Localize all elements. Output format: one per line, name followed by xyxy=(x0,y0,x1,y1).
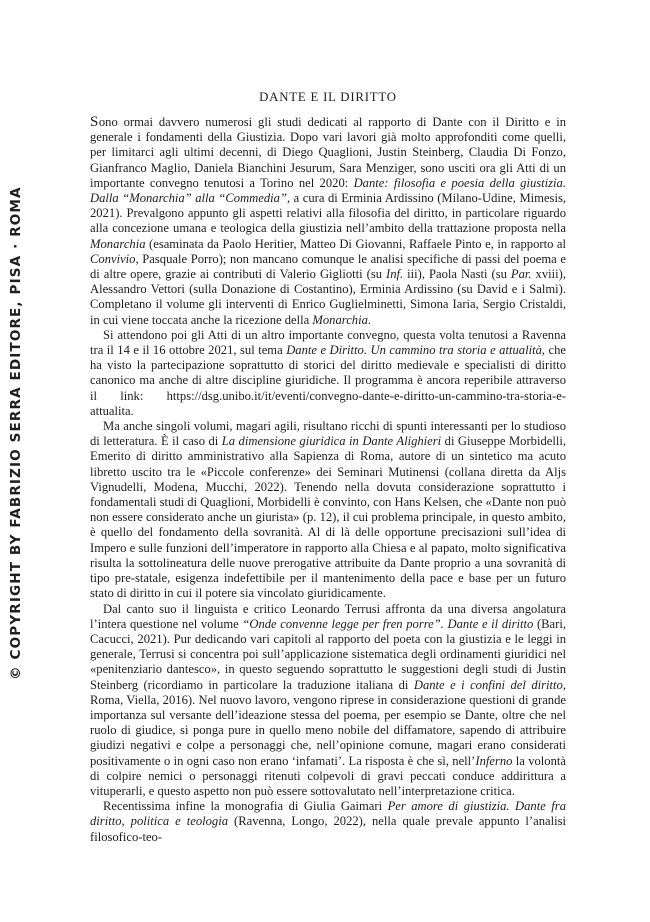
paragraph-3 xyxy=(90,419,566,601)
text-span: , a cura di Erminia Ardissino (Milano-Udine, Mimesis, 2021). Prevalgono appunto gli aspetti relativi alla filosofia del diritto, in particolare riguardo alla concezione umana e teologica della giustizia nell’ambito della trattazione proposta nella xyxy=(90,191,566,236)
paragraph-2 xyxy=(90,328,566,419)
text-span: iii), Paola Nasti (su xyxy=(403,267,511,282)
text-span: la volontà di colpire nemici o personaggi ritenuti colpevoli di gravi peccati conduce addirittura a vituperarli, e questo aspetto non può essere sottovalutato nell’interpretazione critica. xyxy=(90,753,566,798)
paragraph-5 xyxy=(90,799,566,845)
text-span: . xyxy=(367,312,372,327)
text-span: , Pasquale Porro); non mancano comunque le analisi specifiche di passi del poema e di altre opere, grazie ai contributi di Valerio Gigliotti (su xyxy=(90,251,566,282)
text-span: (Ravenna, Longo, 2022), nella quale prevale appunto l’analisi filosofico-teo- xyxy=(90,814,566,844)
italic-title: Dante: filosofia e poesia della giustizia. Dalla “Monarchia” alla “Commedia” xyxy=(90,175,566,206)
text-span: xviii), Alessandro Vettori (sulla Donazione di Costantino), Erminia Ardissino (su David e i Salmi). Completano il volume gli interventi di Enrico Guglielminetti, Simona Iaria, Sergio Cristaldi, in cui viene toccata anche la ricezione della xyxy=(90,267,566,327)
page-content xyxy=(90,90,566,845)
italic-title: Par. xyxy=(510,267,532,282)
italic-title: “Onde convenne legge per fren porre”. Dante e il diritto xyxy=(242,616,534,631)
text-span: , che ha visto la partecipazione soprattutto di storici del diritto medievale e specialisti di diritto canonico ma anche di altre discipline giuridiche. Il programma è ancora reperibile attraverso il link: https://dsg.unibo.it/it/eventi/convegno-dante-e-diritto-un-cammino-tra-storia-e-attualita. xyxy=(90,343,566,418)
copyright-vertical-label: © COPYRIGHT BY FABRIZIO SERRA EDITORE, PISA · ROMA xyxy=(8,186,24,680)
text-span: Si attendono poi gli Atti di un altro importante convegno, questa volta tenutosi a Ravenna tra il 14 e il 16 ottobre 2021, sul tema xyxy=(90,327,566,358)
text-span: (Bari, Cacucci, 2021). Pur dedicando vari capitoli al rapporto del poeta con la giustizia e le leggi in generale, Terrusi si concentra poi sull’applicazione sistematica degli ordinamenti giuridici nel «penitenziario dantesco», in questo seguendo soprattutto le suggestioni degli studi di Justin Steinberg (ricordiamo in particolare la traduzione italiana di xyxy=(90,616,566,692)
italic-title: Inferno xyxy=(475,753,513,768)
page-header: DANTE E IL DIRITTO xyxy=(259,90,397,104)
text-span: , Roma, Viella, 2016). Nel nuovo lavoro, vengono riprese in considerazione questioni di grande importanza sul versante dell’ideazione stessa del poema, per esempio se Dante, oltre che nel ruolo di giudice, si ponga pure in quello meno nobile del diffamatore, sapendo di attribuire giudizi negativi e colpe a personaggi che, nell’opinione comune, magari erano considerati positivamente o in ogni caso non erano ‘infamati’. La risposta è che sì, nell’ xyxy=(90,677,566,768)
italic-title: Inf. xyxy=(386,267,404,282)
text-span: (esaminata da Paolo Heritier, Matteo Di Giovanni, Raffaele Pinto e, in rapporto al xyxy=(145,236,566,251)
text-span: di Giuseppe Morbidelli, Emerito di diritto amministrativo alla Sapienza di Roma, autore di un sintetico ma acuto libretto uscito tra le «Piccole conferenze» dei Seminari Mutinensi (collana diretta da Aljs Vignudelli, Modena, Mucchi, 2022). Tenendo nella dovuta considerazione soprattutto i fondamentali studi di Quaglioni, Morbidelli è convinto, con Hans Kelsen, che «Dante non può non essere considerato anche un giurista» (p. 12), il cui problema principale, in questo ambito, è quello del fondamento della sovranità. Al di là delle opportune precisazioni sull’idea di Impero e sulle funzioni dell’imperatore in rapporto alla Chiesa e al papato, molto significativa risulta la sottolineatura delle nuove prerogative attribuite da Dante proprio a una sovranità di tipo pre-statale, esigenza indefettibile per il mantenimento della pace e base per un futuro stato di diritto in cui il potere sia vincolato giuridicamente. xyxy=(90,434,566,601)
text-span: Dal canto suo il linguista e critico Leonardo Terrusi affronta da una diversa angolatura l’intera questione nel volume xyxy=(90,601,566,631)
text-span: Ma anche singoli volumi, magari agili, risultano ricchi di spunti interessanti per lo studioso di letteratura. È il caso di xyxy=(90,419,566,449)
italic-title: La dimensione giuridica in Dante Alighieri xyxy=(221,434,442,449)
dropcap-letter: S xyxy=(90,114,99,130)
italic-title: Convivio xyxy=(90,251,136,266)
paragraph-4 xyxy=(90,602,566,800)
italic-title: Dante e i confini del diritto xyxy=(413,677,563,692)
text-span: Recentissima infine la monografia di Giulia Gaimari xyxy=(103,799,388,814)
article-body xyxy=(90,115,566,845)
paragraph-1 xyxy=(90,115,566,328)
italic-title: Dante e Diritto. Un cammino tra storia e attualità xyxy=(286,343,542,358)
italic-title: Per amore di giustizia. Dante fra diritto, politica e teologia xyxy=(90,799,566,829)
text-span: ono ormai davvero numerosi gli studi dedicati al rapporto di Dante con il Diritto e in generale i fondamenti della Giustizia. Dopo vari lavori già molto approfonditi come quelli, per limitarci agli ultimi decenni, di Diego Quaglioni, Justin Steinberg, Claudia Di Fonzo, Gianfranco Maglio, Daniela Bianchini Jesurum, Sara Menziger, sono usciti ora gli Atti di un importante convegno tenutosi a Torino nel 2020: xyxy=(90,115,566,190)
italic-title: Monarchia xyxy=(90,236,146,251)
italic-title: Monarchia xyxy=(312,312,368,327)
